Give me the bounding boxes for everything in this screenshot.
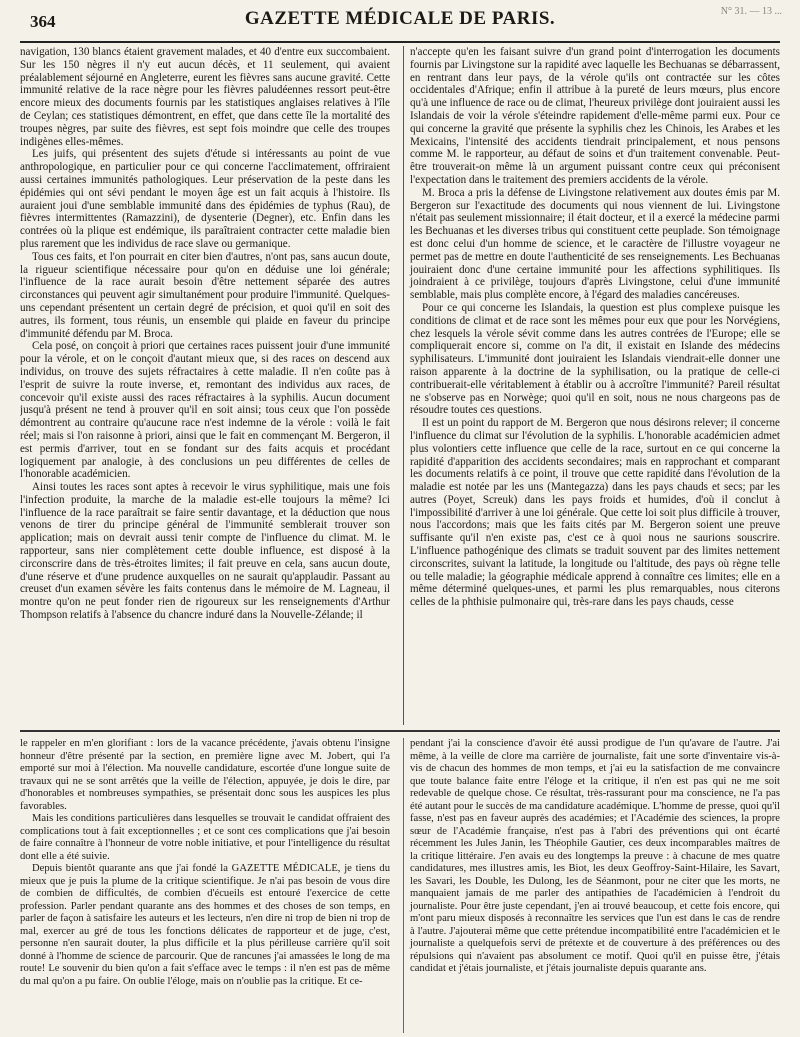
feuilleton-column-right [403, 738, 780, 1033]
corner-note: N° 31. — 13 ... [720, 6, 782, 17]
paragraph: pendant j'ai la conscience d'avoir été aussi prodigue de l'un qu'avare de l'autre. J'ai même, à la veille de clore ma carrière de journaliste, fait une sorte d'inventaire vis-à-vis de chacun des hommes de mon temps, et j'ai eu la satisfaction de me convaincre que toute balance faite entre l'éloge et la critique, il n'en est pas qui ne me soit redevable de quelque chose. Ce résultat, très-rassurant pour ma conscience, ne l'a pas été autant pour le succès de ma candidature académique. L'homme de presse, quoi qu'il fasse, n'est pas en faveur auprès des académies; et l'Académie des sciences, la propre sœur de l'Académie française, n'est pas à l'abri des préventions qui ont écarté récemment les Jules Janin, les Théophile Gautier, ces deux incomparables maîtres de la critique littéraire. J'en avais eu des longtemps la preuve : à chacune de mes quatre candidatures, mes illustres amis, les Biot, les deux Geoffroy-Saint-Hilaire, les Savart, les Savari, les Double, les Dulong, les de Séanmont, pour ne citer que les morts, ne manquaient jamais de me parler des antipathies de l'académicien à l'endroit du journaliste. Pour être juste cependant, j'en ai trouvé beaucoup, et cette fois encore, qui m'ont paru mieux disposés à reconnaître les services que l'un est dans le cas de rendre à l'autre. J'ajouterai même que cette prétendue incompatibilité entre l'académicien et le journaliste a quelquefois servi de prétexte et de couverture à des préférences ou des répulsions qui n'avaient pas absolument ce motif. Quoi qu'il en puisse être, j'étais candidat et j'étais journaliste, et j'étais journaliste depuis quarante ans. [410, 738, 780, 974]
paragraph: navigation, 130 blancs étaient gravement malades, et 40 d'entre eux succombaient. Sur les 150 nègres il n'y eut aucun décès, et 11 seulement, qui avaient préalablement séjourné en Angleterre, eurent les fièvres sans aucune gravité. Cette immunité relative de la race nègre pour les fièvres paludéennes ressort peut-être encore mieux des documents fournis par les statistiques anglaises relatives à l'île de Ceylan; ces statistiques démontrent, en effet, que dans cette île la mortalité des troupes nègres, par suite des fièvres, est sept fois moindre que celle des troupes indigènes elles-mêmes. [20, 46, 390, 148]
paragraph: Il est un point du rapport de M. Bergeron que nous désirons relever; il concerne l'influence du climat sur l'évolution de la syphilis. L'honorable académicien admet plus volontiers cette influence que celle de la race, surtout en ce qui concerne la rapidité d'apparition des accidents secondaires; mais en rapprochant et comparant les documents relatifs à ce point, il trouve que cette rapidité dans l'évolution de la maladie est notée par les uns (Mantegazza) dans les pays chauds et secs; par les autres (Poyet, Screuk) dans les pays froids et humides, d'où il conclut à l'impossibilité d'arriver à une loi générale. Que cette loi soit plus difficile à trouver, nous l'accordons; mais que les faits cités par M. Bergeron soient une preuve suffisante qu'il n'en existe pas, c'est ce à quoi nous ne saurions souscrire. L'influence pathogénique des climats se traduit souvent par des limites nettement circonscrites, suivant la latitude, la longitude ou l'altitude, des pays où règne telle ou telle maladie; la géographie médicale apprend à connaître ces limites; elle en a même déterminé quelques-unes, et parmi les plus remarquables, nous citerons celles de la phthisie pulmonaire qui, très-rare dans les pays chauds, cesse [410, 417, 780, 609]
feuilleton [20, 738, 780, 1033]
page-header [0, 0, 800, 46]
paragraph: Ainsi toutes les races sont aptes à recevoir le virus syphilitique, mais une fois l'infection produite, la marche de la maladie est-elle toujours la même? Ici l'influence de la race paraîtrait se faire sentir davantage, et la déduction que nous venons de tirer du principe général de l'immunité semblerait trouver son application; mais on devrait aussi tenir compte de l'influence du climat. M. le rapporteur, sans nier complètement cette double influence, est disposé à la circonscrire dans de très-étroites limites; il fait preuve en cela, sans aucun doute, d'une réserve et d'une prudence auxquelles on ne saurait qu'applaudir. Passant au creuset d'un examen sévère les faits contenus dans le mémoire de M. Lagneau, il montre qu'on ne peut fonder rien de rigoureux sur les renseignements d'Arthur Thompson relatifs à l'absence du chancre induré dans la Nouvelle-Zélande; il [20, 481, 390, 622]
paragraph: Depuis bientôt quarante ans que j'ai fondé la GAZETTE MÉDICALE, je tiens du mieux que je puis la plume de la critique scientifique. Je n'ai pas besoin de vous dire de combien de difficultés, de combien d'écueils est entouré l'exercice de cette profession. Parler pendant quarante ans des hommes et des choses de son temps, en parler de façon à satisfaire les auteurs et les lecteurs, n'en dire ni trop de bien ni trop de mal, exercer au gré de tous les fonctions délicates de rapporteur et de juge, c'est, personne n'en saurait douter, la plus difficile et la plus périlleuse carrière qu'il soit donné à l'homme de science de parcourir. Que de rancunes j'ai amassées le long de ma route! Le souvenir du bien qu'on a fait s'efface avec le temps : il n'en est pas de même du mal qu'on a pu faire. On oublie l'éloge, mais on n'oublie pas la critique. Et ce- [20, 863, 390, 987]
paragraph: Tous ces faits, et l'on pourrait en citer bien d'autres, n'ont pas, sans aucun doute, la rigueur scientifique nécessaire pour qu'on en déduise une loi générale; l'influence de la race aurait besoin d'être nettement séparée des autres circonstances qui peuvent agir simultanément pour produire l'immunité. Quelques-uns cependant présentent un certain degré de précision, et quoi qu'il en soit des autres, ils forment, tous réunis, un ensemble qui plaide en faveur du principe d'immunité défendu par M. Broca. [20, 250, 390, 340]
main-column-left [20, 46, 390, 725]
paragraph: n'accepte qu'en les faisant suivre d'un grand point d'interrogation les documents fournis par Livingstone sur la rapidité avec laquelle les Bechuanas se débarrassent, en rentrant dans leur pays, de la vérole qu'ils ont contractée sur les côtes occidentales d'Afrique; enfin il attribue à la pureté de leurs mœurs, plus encore qu'à une influence de race ou de climat, l'heureux privilège dont jouiraient aussi les Islandais de voir la vérole s'éteindre rapidement d'elle-même parmi eux. Pour ce qui concerne la gravité que présente la syphilis chez les Chinois, les Arabes et les Mexicains, l'intensité des accidents tiendrait principalement, et nous pensons comme M. le rapporteur, au défaut de soins et d'un traitement convenable. Peut-être trouverait-on même là un argument puissant contre ceux qui préconisent l'expectation dans le traitement des premiers accidents de la vérole. [410, 46, 780, 186]
page-number: 364 [30, 12, 56, 31]
paragraph: Mais les conditions particulières dans lesquelles se trouvait le candidat offraient des complications tout à fait exceptionnelles ; et ce sont ces complications que j'ai besoin de faire connaître à l'honneur de votre noble initiative, et pour l'intelligence du résultat dont elle a été suivie. [20, 813, 390, 862]
paragraph: Pour ce qui concerne les Islandais, la question est plus complexe puisque les conditions de climat et de race sont les mêmes pour eux que pour les Norvégiens, chez lesquels la vérole sévit comme dans les autres contrées de l'Europe; elle se compliquerait encore si, comme on l'a dit, il existait en Islande des médecins syphilisateurs. L'immunité dont jouiraient les Islandais viendrait-elle donner une raison apparente à la doctrine de la syphilisation, ou la pratique de celle-ci contribuerait-elle véritablement à établir ou à accroître l'immunité? Pareil résultat ne s'observe pas en Norwège; quoi qu'il en soit, nous ne nous chargeons pas de résoudre toutes ces questions. [410, 301, 780, 417]
paragraph: Les juifs, qui présentent des sujets d'étude si intéressants au point de vue anthropologique, en particulier pour ce qui concerne l'acclimatement, offriraient aussi certaines immunités pathologiques. Leur préservation de la peste dans les épidémies qui ont sévi pendant le moyen âge est un fait acquis à l'histoire. Ils auraient joui d'une semblable immunité dans des épidémies de typhus (Rau), de fièvres intermittentes (Ramazzini), de dysenterie (Degner), etc. Enfin dans les contrées où la plique est endémique, ils paraîtraient contracter cette maladie bien plus rarement que les individus de race slave ou germanique. [20, 148, 390, 250]
paragraph: M. Broca a pris la défense de Livingstone relativement aux doutes émis par M. Bergeron sur l'exactitude des documents qui nous viennent de lui. Livingstone n'était pas seulement missionnaire; il était docteur, et il a exercé la médecine parmi les Bechuanas et les diverses tribus qui constituent cette peuplade. Son témoignage est donc celui d'un homme de science, et le caractère de l'illustre voyageur ne permet pas de mettre en doute l'authenticité de ses renseignements. Les Bechuanas jouiraient donc d'une certaine immunité pour les affections syphilitiques. Ils joindraient à ce privilège, toujours d'après Livingstone, celui d'une immunité semblable, mais plus complète encore, à l'égard des maladies cancéreuses. [410, 186, 780, 302]
feuilleton-column-left [20, 738, 390, 1033]
header-rule [20, 41, 780, 43]
feuilleton-divider [20, 730, 780, 732]
paragraph: le rappeler en m'en glorifiant : lors de la vacance précédente, j'avais obtenu l'insigne honneur d'être présenté par la section, en première ligne avec M. Jobert, qui l'a emporté sur moi à l'élection. Ma nouvelle candidature, escortée d'une longue suite de travaux qui ne se sont arrêtés que la veille de l'élection, appuyée, je dois le dire, par d'honorables et nombreuses sympathies, se présentait donc sous les auspices les plus favorables. [20, 738, 390, 812]
paragraph: Cela posé, on conçoit à priori que certaines races puissent jouir d'une immunité pour la vérole, et on le conçoit d'autant mieux que, si des races on descend aux individus, on trouve des sujets réfractaires à cette maladie. Il n'en coûte pas à l'esprit de suivre la route inverse, et, remontant des individus aux races, de concevoir qu'il existe aussi des races réfractaires à la syphilis. Aucun document jusqu'à présent ne tend à prouver qu'il en soit ainsi; tous ceux que l'on possède démontrent au contraire qu'aucune race n'est indemne de la vérole : voilà le fait réel; mais si l'on raisonne à priori, ainsi que le fait en commençant M. Bergeron, il est permis d'arriver, tout en se fondant sur des faits acquis et procédant logiquement par analogie, à des conclusions un peu différentes de celles de l'honorable académicien. [20, 340, 390, 481]
journal-title: GAZETTE MÉDICALE DE PARIS. [244, 8, 556, 29]
main-column-right [403, 46, 780, 725]
main-article [20, 46, 780, 725]
